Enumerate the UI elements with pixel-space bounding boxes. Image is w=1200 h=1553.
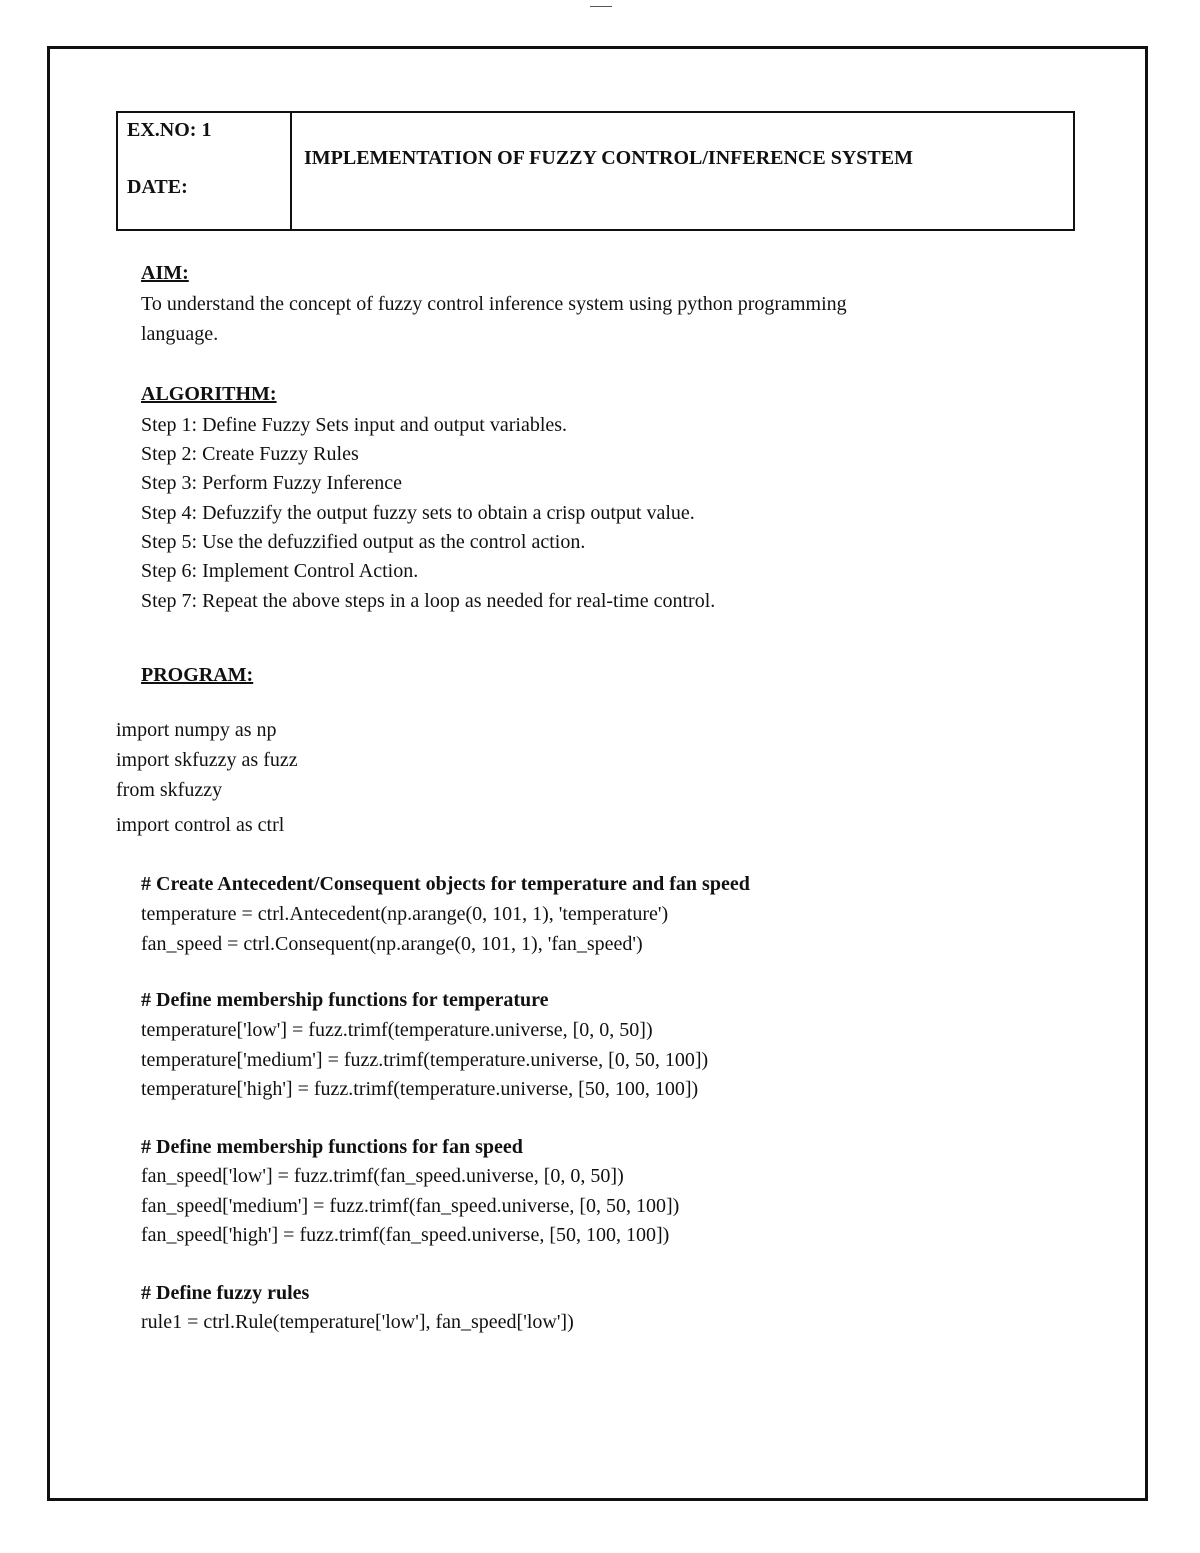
header-right-cell [292, 113, 1073, 229]
import-line: from skfuzzy [116, 779, 223, 801]
code-line: fan_speed = ctrl.Consequent(np.arange(0, 101, 1), 'fan_speed') [141, 933, 643, 955]
algorithm-step: Step 2: Create Fuzzy Rules [141, 443, 359, 465]
algorithm-step: Step 3: Perform Fuzzy Inference [141, 472, 403, 494]
aim-line: To understand the concept of fuzzy control inference system using python programming [141, 293, 847, 315]
import-line: import numpy as np [116, 719, 277, 741]
code-line: fan_speed['low'] = fuzz.trimf(fan_speed.universe, [0, 0, 50]) [141, 1165, 624, 1187]
code-line: fan_speed['high'] = fuzz.trimf(fan_speed.universe, [50, 100, 100]) [141, 1224, 670, 1246]
code-line: temperature['medium'] = fuzz.trimf(temperature.universe, [0, 50, 100]) [141, 1049, 709, 1071]
code-comment: # Define fuzzy rules [141, 1282, 310, 1304]
aim-line: language. [141, 323, 219, 345]
code-comment: # Create Antecedent/Consequent objects for temperature and fan speed [141, 873, 750, 895]
import-line: import control as ctrl [116, 814, 285, 836]
code-line: temperature['high'] = fuzz.trimf(temperature.universe, [50, 100, 100]) [141, 1078, 699, 1100]
algorithm-step: Step 6: Implement Control Action. [141, 560, 419, 582]
code-line: temperature = ctrl.Antecedent(np.arange(0, 101, 1), 'temperature') [141, 903, 669, 925]
exercise-number: EX.NO: 1 [127, 119, 212, 141]
code-line: fan_speed['medium'] = fuzz.trimf(fan_speed.universe, [0, 50, 100]) [141, 1195, 680, 1217]
program-heading: PROGRAM: [141, 664, 254, 686]
document-title: IMPLEMENTATION OF FUZZY CONTROL/INFERENCE SYSTEM [304, 147, 913, 169]
date-label: DATE: [127, 176, 188, 198]
code-comment: # Define membership functions for temperature [141, 989, 549, 1011]
code-line: rule1 = ctrl.Rule(temperature['low'], fan_speed['low']) [141, 1311, 574, 1333]
code-line: temperature['low'] = fuzz.trimf(temperature.universe, [0, 0, 50]) [141, 1019, 653, 1041]
page-top-mark [590, 0, 612, 7]
import-line: import skfuzzy as fuzz [116, 749, 298, 771]
algorithm-step: Step 4: Defuzzify the output fuzzy sets to obtain a crisp output value. [141, 502, 695, 524]
aim-heading: AIM: [141, 262, 189, 284]
algorithm-step: Step 7: Repeat the above steps in a loop as needed for real-time control. [141, 590, 716, 612]
header-left-cell [118, 113, 292, 229]
algorithm-step: Step 1: Define Fuzzy Sets input and output variables. [141, 414, 568, 436]
code-comment: # Define membership functions for fan speed [141, 1136, 523, 1158]
algorithm-step: Step 5: Use the defuzzified output as the control action. [141, 531, 586, 553]
header-table [116, 111, 1075, 231]
algorithm-heading: ALGORITHM: [141, 383, 277, 405]
